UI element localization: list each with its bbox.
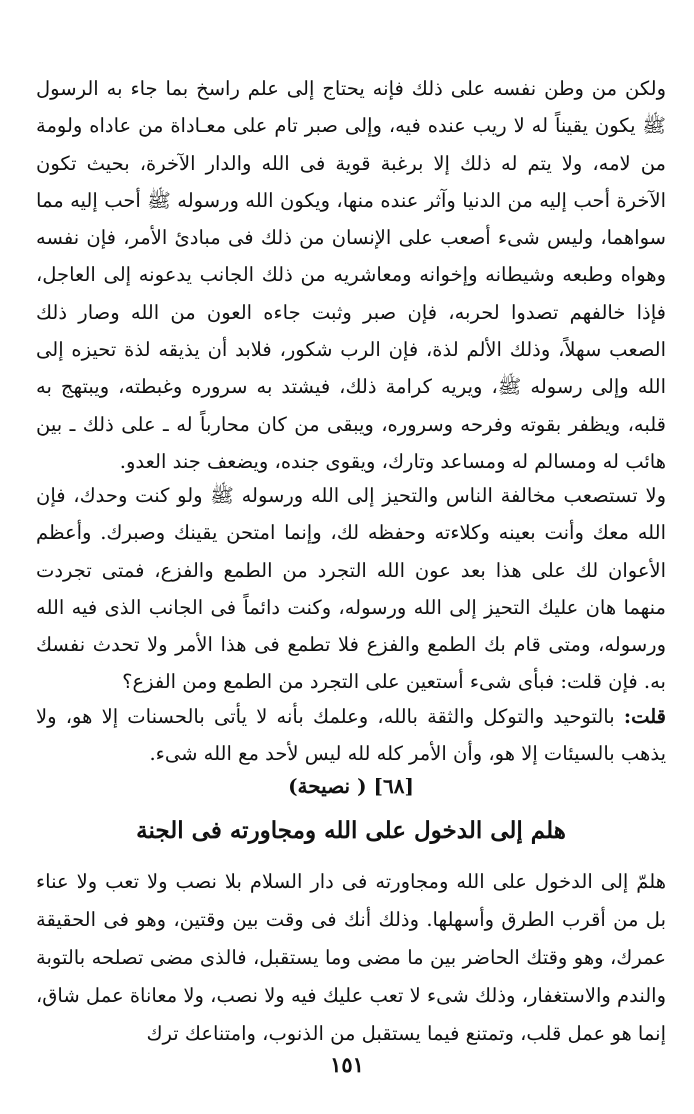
answer-lead: قلت: [623,705,666,728]
section-number: [٦٨] ( نصيحة) [288,774,414,798]
answer-paragraph [36,698,666,773]
section-title: هلم إلى الدخول على الله ومجاورته فى الجنة [136,817,566,844]
page-number: ١٥١ [330,1052,364,1077]
body-paragraph: ولكن من وطن نفسه على ذلك فإنه يحتاج إلى علم راسخ بما جاء به الرسول ﷺ يكون يقيناً له لا ريب عنده فيه، وإلى صبر تام على معـاداة من عاداه ولومة من لامه، ولا يتم له ذلك إلا برغبة قوية فى الله والدار الآخرة، بحيث تكون الآخرة أحب إليه من الدنيا وآثر عنده منها، ويكون الله ورسوله ﷺ أحب إليه مما سواهما، وليس شىء أصعب على الإنسان من ذلك فى مبادئ الأمر، فإن نفسه وهواه وطبعه وشيطانه وإخوانه ومعاشريه من ذلك الجانب يدعونه إلى العاجل، فإذا خالفهم تصدوا لحربه، فإن صبر وثبت جاءه العون من الله وصار ذلك الصعب سهلاً، وذلك الألم لذة، فإن الرب شكور، فلابد أن يذيقه لذة تحيزه إلى الله وإلى رسوله ﷺ، ويريه كرامة ذلك، فيشتد به سروره وغبطته، ويبتهج به قلبه، ويظفر بقوته وفرحه وسروره، ويبقى من كان محارباً له ـ على ذلك ـ بين هائب له ومسالم له ومساعد وتارك، ويقوى جنده، ويضعف جند العدو. [36,77,666,473]
closing-paragraph: هلمّ إلى الدخول على الله ومجاورته فى دار السلام بلا نصب ولا تعب ولا عناء بل من أقرب الطرق وأسهلها. وذلك أنك فى وقت بين وقتين، وهو فى الحقيقة عمرك، وهو وقتك الحاضر بين ما مضى وما يستقبل، فالذى مضى تصلحه بالتوبة والندم والاستغفار، وذلك شىء لا تعب عليك فيه ولا نصب، ولا معاناة عمل شاق، إنما هو عمل قلب، وتمتنع فيما يستقبل من الذنوب، وامتناعك ترك [36,870,666,1045]
body-paragraph: ولا تستصعب مخالفة الناس والتحيز إلى الله ورسوله ﷺ ولو كنت وحدك، فإن الله معك وأنت بعينه وكلاءته وحفظه لك، وإنما امتحن يقينك وصبرك. وأعظم الأعوان لك على هذا بعد عون الله التجرد من الطمع والفزع، فمتى تجردت منهما هان عليك التحيز إلى الله ورسوله، وكنت دائماً فى الجانب الذى فيه الله ورسوله، ومتى قام بك الطمع والفزع فلا تطمع فى هذا الأمر ولا تحدث نفسك به. فإن قلت: فبأى شىء أستعين على التجرد من الطمع ومن الفزع؟ [36,484,666,694]
answer-text: بالتوحيد والتوكل والثقة بالله، وعلمك بأنه لا يأتى بالحسنات إلا هو، ولا يذهب بالسيئات إلا هو، وأن الأمر كله لله ليس لأحد مع الله شىء. [36,705,666,766]
